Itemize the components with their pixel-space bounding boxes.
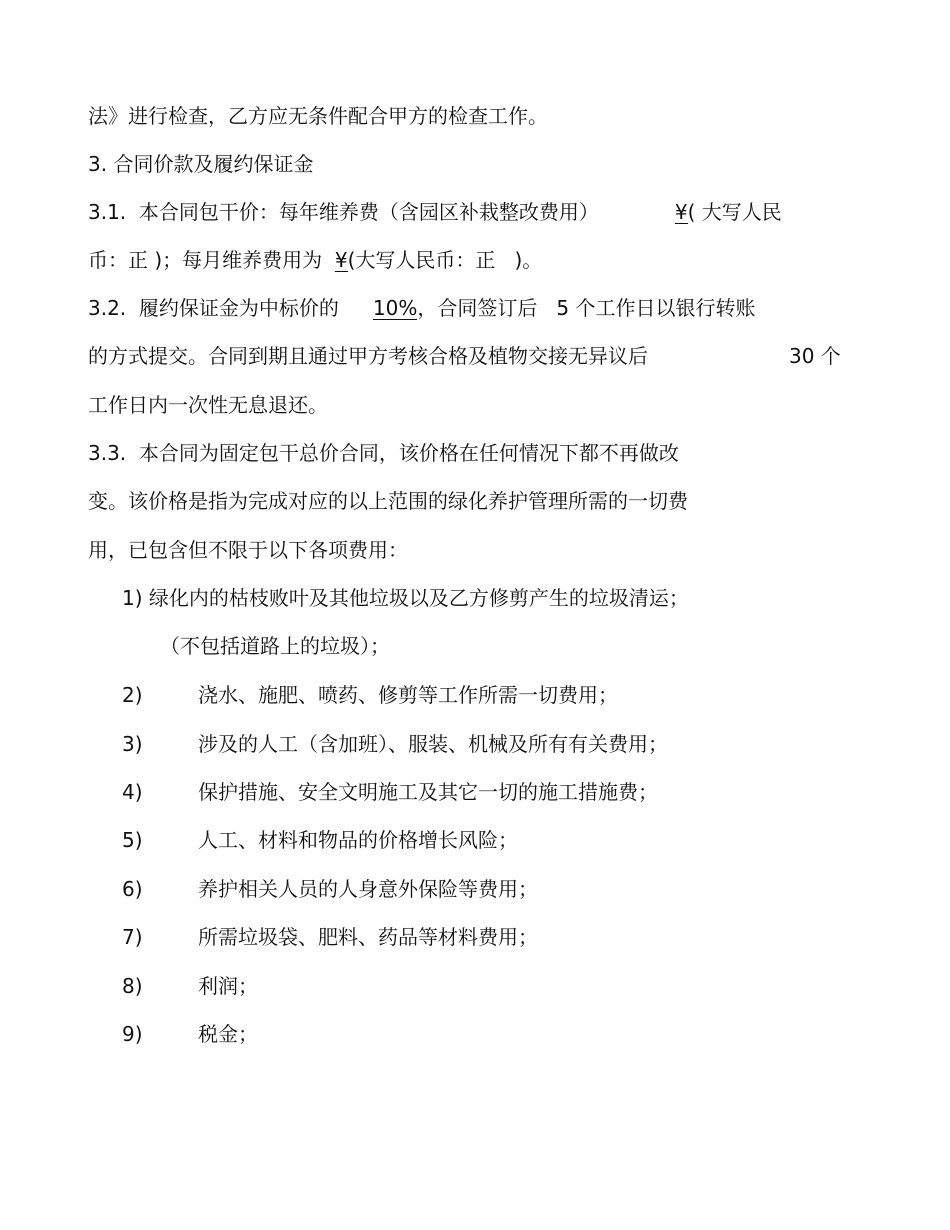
amount-blank: ¥	[334, 248, 348, 272]
list-text: 保护措施、安全文明施工及其它一切的施工措施费；	[198, 780, 658, 804]
clause-3-1	[88, 199, 782, 225]
paragraph-line: 变。该价格是指为完成对应的以上范围的绿化养护管理所需的一切费	[88, 489, 688, 513]
list-number: 4)	[122, 780, 143, 804]
list-item-cont: （不包括道路上的垃圾）；	[160, 634, 390, 658]
clause-text: ( 大写人民	[687, 200, 782, 224]
list-number: 2)	[122, 683, 143, 707]
amount-blank: ¥	[674, 200, 688, 224]
percentage-value: 10%	[372, 296, 418, 320]
clause-3-2-cont	[88, 343, 648, 369]
paragraph-line: 法》进行检查，乙方应无条件配合甲方的检查工作。	[88, 104, 548, 128]
clause-text: (大写人民币：正 )。	[347, 248, 543, 272]
list-number: 7)	[122, 925, 143, 949]
list-text: 利润；	[198, 974, 258, 998]
list-item: 1) 绿化内的枯枝败叶及其他垃圾以及乙方修剪产生的垃圾清运；	[122, 586, 689, 610]
list-text: 涉及的人工（含加班）、服装、机械及所有有关费用；	[198, 732, 668, 756]
section-heading: 3. 合同价款及履约保证金	[88, 152, 314, 176]
list-text: 人工、材料和物品的价格增长风险；	[198, 828, 518, 852]
list-text: 养护相关人员的人身意外保险等费用；	[198, 877, 538, 901]
clause-text: ，合同签订后 5 个工作日以银行转账	[417, 296, 756, 320]
days-count: 30 个	[789, 344, 841, 368]
paragraph-line: 用，已包含但不限于以下各项费用：	[88, 538, 408, 562]
clause-3-3: 3.3. 本合同为固定包干总价合同，该价格在任何情况下都不再做改	[88, 441, 679, 465]
list-text: 所需垃圾袋、肥料、药品等材料费用；	[198, 925, 538, 949]
list-number: 6)	[122, 877, 143, 901]
list-text: 浇水、施肥、喷药、修剪等工作所需一切费用；	[198, 683, 618, 707]
clause-text: 3.1. 本合同包干价：每年维养费（含园区补栽整改费用）	[88, 200, 599, 224]
list-number: 9)	[122, 1022, 143, 1046]
list-number: 8)	[122, 974, 143, 998]
list-number: 3)	[122, 732, 143, 756]
paragraph-line: 工作日内一次性无息退还。	[88, 393, 328, 417]
clause-text: 3.2. 履约保证金为中标价的	[88, 296, 339, 320]
clause-3-1-cont	[88, 247, 542, 273]
list-text: 税金；	[198, 1022, 258, 1046]
list-number: 5)	[122, 828, 143, 852]
clause-text: 的方式提交。合同到期且通过甲方考核合格及植物交接无异议后	[88, 344, 648, 368]
clause-3-2	[88, 295, 756, 321]
clause-text: 币：正 )；每月维养费用为	[88, 248, 335, 272]
